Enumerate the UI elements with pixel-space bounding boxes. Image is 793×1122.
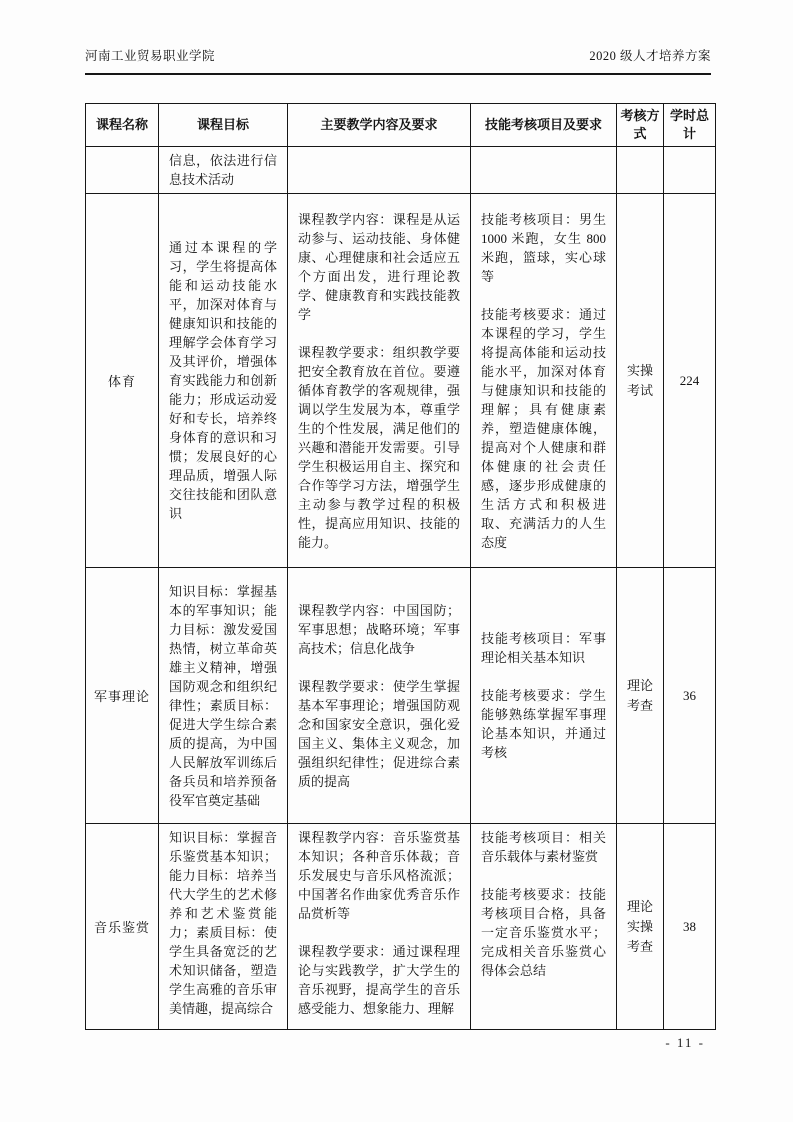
paragraph: 技能考核项目：男生 1000 米跑，女生 800 米跑，篮球，实心球等 (481, 211, 606, 284)
cell-total-hours: 38 (664, 824, 716, 1030)
paragraph: 技能考核要求：通过本课程的学习，学生将提高体能和运动技能水平，加深对体育与健康知识和技能的理解；具有健康素养，塑造健康体魄，提高对个人健康和群体健康的社会责任感，逐步形成健康的生活方式和积极进取、充满活力的人生态度 (481, 306, 606, 550)
cell-teaching-content (288, 568, 471, 824)
paragraph: 知识目标：掌握基本的军事知识；能力目标：激发爱国热情，树立革命英雄主义精神，增强国防观念和组织纪律性；素质目标：促进大学生综合素质的提高，为中国人民解放军训练后备兵员和培养预备役军官奠定基础 (169, 583, 277, 808)
paragraph: 通过本课程的学习，学生将提高体能和运动技能水平，加深对体育与健康知识和技能的理解学会体育学习及其评价，增强体育实践能力和创新能力；形成运动爱好和专长，培养终身体育的意识和习惯；发展良好的心理品质，增强人际交往技能和团队意识 (169, 240, 277, 521)
paragraph: 技能考核要求：技能考核项目合格，具备一定音乐鉴赏水平；完成相关音乐鉴赏心得体会总结 (481, 887, 606, 978)
cell-teaching-content (288, 147, 471, 194)
cell-teaching-content (288, 824, 471, 1030)
cell-course-objectives (159, 147, 288, 194)
cell-assessment-method: 理论考查 (617, 568, 664, 824)
cell-skill-assessment (471, 147, 617, 194)
header-plan-title: 2020 级人才培养方案 (589, 49, 711, 63)
clipped-text-region (298, 828, 460, 1018)
table-row-spillover (86, 147, 716, 194)
paragraph: 课程教学内容：课程是从运动参与、运动技能、身体健康、心理健康和社会适应五个方面出发，进行理论教学、健康教育和实践技能教学 (298, 211, 460, 322)
paragraph: 课程教学要求：使学生掌握基本军事理论；增强国防观念和国家安全意识，强化爱国主义、集体主义观念，加强组织纪律性；促进综合素质的提高 (298, 678, 460, 789)
paragraph: 课程教学要求：通过课程理论与实践教学，扩大学生的音乐视野，提高学生的音乐感受能力、想象能力、理解 (298, 944, 460, 1016)
cell-total-hours (664, 147, 716, 194)
col-header-teaching-content: 主要教学内容及要求 (288, 104, 471, 147)
cell-skill-assessment (471, 194, 617, 568)
paragraph: 知识目标：掌握音乐鉴赏基本知识；能力目标：培养当代大学生的艺术修养和艺术鉴赏能力；素质目标：使学生具备宽泛的艺术知识储备，塑造学生高雅的音乐审美情趣，提高综合 (169, 830, 277, 1016)
cell-course-name: 军事理论 (86, 568, 159, 824)
table-row-physical-education (86, 194, 716, 568)
cell-assessment-method: 实操考试 (617, 194, 664, 568)
cell-course-name: 体育 (86, 194, 159, 568)
cell-course-objectives (159, 194, 288, 568)
table-header-row (86, 104, 716, 147)
cell-course-objectives (159, 568, 288, 824)
page-header (85, 46, 711, 75)
cell-course-objectives (159, 824, 288, 1030)
header-school-name: 河南工业贸易职业学院 (85, 49, 216, 63)
paragraph: 信息，依法进行信息技术活动 (169, 153, 277, 187)
cell-course-name: 音乐鉴赏 (86, 824, 159, 1030)
course-table (85, 103, 716, 1030)
col-header-course-name: 课程名称 (86, 104, 159, 147)
cell-skill-assessment (471, 824, 617, 1030)
table-row-military-theory (86, 568, 716, 824)
cell-teaching-content (288, 194, 471, 568)
clipped-text-region (169, 828, 277, 1018)
page-number: - 11 - (665, 1035, 705, 1050)
paragraph: 技能考核项目：相关音乐载体与素材鉴赏 (481, 830, 606, 864)
col-header-course-objectives: 课程目标 (159, 104, 288, 147)
paragraph: 技能考核项目：军事理论相关基本知识 (481, 631, 606, 665)
col-header-skill-assessment: 技能考核项目及要求 (471, 104, 617, 147)
cell-course-name (86, 147, 159, 194)
paragraph: 课程教学要求：组织教学要把安全教育放在首位。要遵循体育教学的客观规律，强调以学生发展为本，尊重学生的个性发展，满足他们的兴趣和潜能开发需要。引导学生积极运用自主、探究和合作等学习方法，增强学生主动参与教学过程的积极性，提高应用知识、技能的能力。 (298, 344, 460, 550)
cell-total-hours: 36 (664, 568, 716, 824)
cell-assessment-method (617, 147, 664, 194)
cell-skill-assessment (471, 568, 617, 824)
col-header-total-hours: 学时总计 (664, 104, 716, 147)
paragraph: 课程教学内容：音乐鉴赏基本知识；各种音乐体裁；音乐发展史与音乐风格流派；中国著名作曲家优秀音乐作品赏析等 (298, 830, 460, 921)
cell-total-hours: 224 (664, 194, 716, 568)
cell-assessment-method: 理论实操考查 (617, 824, 664, 1030)
col-header-assessment-method: 考核方式 (617, 104, 664, 147)
paragraph: 课程教学内容：中国国防；军事思想；战略环境；军事高技术；信息化战争 (298, 602, 460, 656)
clipped-text-region (481, 828, 606, 980)
table-row-music-appreciation (86, 824, 716, 1030)
paragraph: 技能考核要求：学生能够熟练掌握军事理论基本知识，并通过考核 (481, 688, 606, 760)
